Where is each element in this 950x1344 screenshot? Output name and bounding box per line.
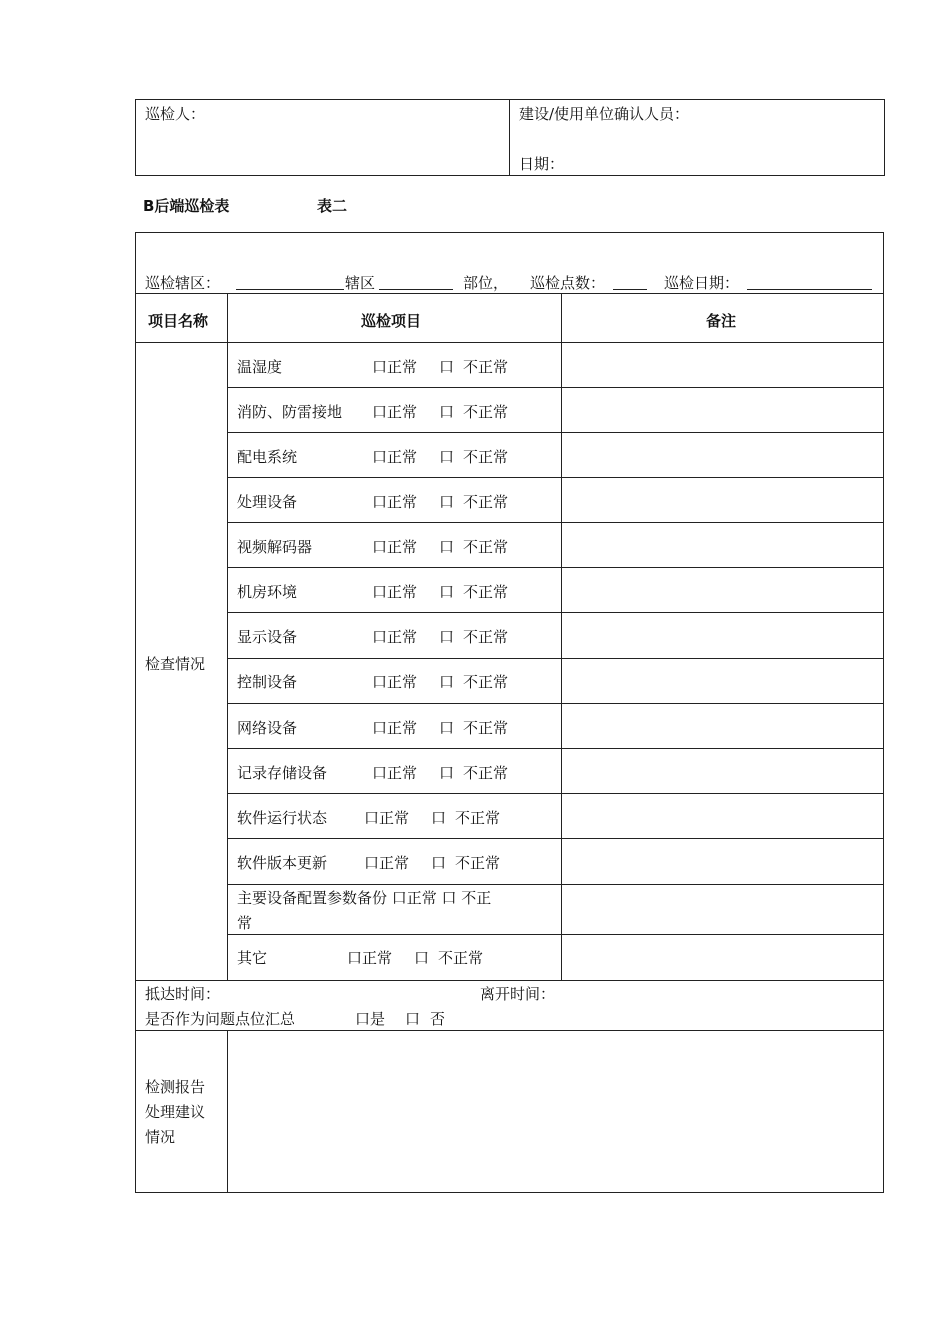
status-abnormal: 不正常 (463, 673, 509, 691)
row-separator (227, 477, 884, 478)
leave-time-label: 离开时间： (480, 985, 556, 1003)
status-abnormal-box[interactable]: 口 (431, 809, 447, 827)
status-abnormal: 不正常 (463, 358, 509, 376)
status-abnormal: 不正常 (455, 854, 501, 872)
status-abnormal: 不正常 (463, 719, 509, 737)
status-normal[interactable]: 口正常 (372, 764, 418, 782)
district-label: 巡检辖区： (145, 274, 221, 292)
item-name: 视频解码器 (237, 538, 313, 556)
header-bottom-line (135, 342, 884, 343)
column-header-name: 项目名称 (148, 312, 209, 330)
report-top-line (135, 1030, 884, 1031)
status-abnormal-box[interactable]: 口 (439, 403, 455, 421)
status-abnormal-box[interactable]: 口 (439, 493, 455, 511)
item-name: 处理设备 (237, 493, 298, 511)
status-abnormal: 不正常 (463, 583, 509, 601)
item-name: 配电系统 (237, 448, 298, 466)
points-blank[interactable] (613, 289, 647, 290)
status-normal[interactable]: 口正常 (372, 719, 418, 737)
column-header-item: 巡检项目 (361, 312, 422, 330)
report-content-area[interactable] (229, 1032, 881, 1190)
row-separator (227, 612, 884, 613)
item-name-long-wrap: 常 (237, 914, 253, 932)
problem-point-label: 是否作为问题点位汇总 (145, 1010, 296, 1028)
report-label-line1: 检测报告 (145, 1078, 206, 1096)
table-number: 表二 (317, 197, 348, 215)
row-separator (227, 567, 884, 568)
section-title: B后端巡检表 (143, 197, 230, 215)
confirm-person-label: 建设/使用单位确认人员： (519, 105, 690, 123)
row-separator (227, 703, 884, 704)
problem-no-box[interactable]: 口 (405, 1010, 421, 1028)
status-abnormal: 不正常 (438, 949, 484, 967)
report-label-line2: 处理建议 (145, 1103, 206, 1121)
row-separator (227, 658, 884, 659)
status-abnormal-box[interactable]: 口 (414, 949, 430, 967)
status-abnormal: 不正常 (463, 764, 509, 782)
item-name-long: 主要设备配置参数备份 口正常 口 不正 (237, 889, 492, 907)
status-normal[interactable]: 口正常 (372, 403, 418, 421)
row-separator (227, 934, 884, 935)
signoff-table (135, 99, 885, 176)
item-name: 其它 (237, 949, 268, 967)
report-label-line3: 情况 (145, 1128, 176, 1146)
status-abnormal-box[interactable]: 口 (439, 764, 455, 782)
area-label: 辖区 (345, 274, 376, 292)
item-name: 消防、防雷接地 (237, 403, 343, 421)
status-abnormal: 不正常 (463, 493, 509, 511)
status-normal[interactable]: 口正常 (372, 583, 418, 601)
check-group-label: 检查情况 (145, 655, 206, 673)
column-header-remark: 备注 (706, 312, 737, 330)
row-separator (227, 793, 884, 794)
row-separator (227, 432, 884, 433)
status-normal[interactable]: 口正常 (347, 949, 393, 967)
row-separator (227, 387, 884, 388)
arrive-time-label: 抵达时间： (145, 985, 221, 1003)
item-name: 网络设备 (237, 719, 298, 737)
status-abnormal: 不正常 (455, 809, 501, 827)
status-normal[interactable]: 口正常 (364, 854, 410, 872)
area-blank[interactable] (379, 289, 453, 290)
status-abnormal: 不正常 (463, 628, 509, 646)
status-abnormal: 不正常 (463, 538, 509, 556)
status-normal[interactable]: 口正常 (372, 538, 418, 556)
item-name: 软件运行状态 (237, 809, 328, 827)
status-abnormal-box[interactable]: 口 (439, 628, 455, 646)
status-abnormal-box[interactable]: 口 (439, 719, 455, 737)
status-abnormal-box[interactable]: 口 (439, 673, 455, 691)
status-abnormal-box[interactable]: 口 (439, 538, 455, 556)
item-name: 记录存储设备 (237, 764, 328, 782)
row-separator (227, 522, 884, 523)
status-normal[interactable]: 口正常 (372, 448, 418, 466)
status-abnormal-box[interactable]: 口 (431, 854, 447, 872)
report-divider (227, 1030, 228, 1193)
header-top-line (135, 293, 884, 294)
signoff-date-label: 日期： (519, 155, 565, 173)
status-abnormal: 不正常 (463, 448, 509, 466)
signoff-divider (509, 99, 510, 176)
status-normal[interactable]: 口正常 (372, 358, 418, 376)
item-name: 机房环境 (237, 583, 298, 601)
part-label: 部位， (463, 274, 509, 292)
item-name: 软件版本更新 (237, 854, 328, 872)
inspector-label: 巡检人： (145, 105, 206, 123)
status-abnormal-box[interactable]: 口 (439, 358, 455, 376)
row-separator (227, 838, 884, 839)
column-divider-name (227, 293, 228, 980)
item-name: 控制设备 (237, 673, 298, 691)
row-separator (227, 884, 884, 885)
item-name: 温湿度 (237, 358, 283, 376)
inspection-date-label: 巡检日期： (664, 274, 740, 292)
problem-no-option: 否 (430, 1010, 446, 1028)
rows-bottom-line (135, 980, 884, 981)
district-blank[interactable] (236, 289, 344, 290)
problem-yes-option[interactable]: 口是 (355, 1010, 386, 1028)
points-label: 巡检点数： (530, 274, 606, 292)
column-divider-remark (561, 293, 562, 980)
item-name: 显示设备 (237, 628, 298, 646)
status-abnormal: 不正常 (463, 403, 509, 421)
row-separator (227, 748, 884, 749)
status-normal[interactable]: 口正常 (364, 809, 410, 827)
status-normal[interactable]: 口正常 (372, 628, 418, 646)
status-abnormal-box[interactable]: 口 (439, 583, 455, 601)
status-normal[interactable]: 口正常 (372, 673, 418, 691)
status-normal[interactable]: 口正常 (372, 493, 418, 511)
inspection-date-blank[interactable] (747, 289, 872, 290)
status-abnormal-box[interactable]: 口 (439, 448, 455, 466)
